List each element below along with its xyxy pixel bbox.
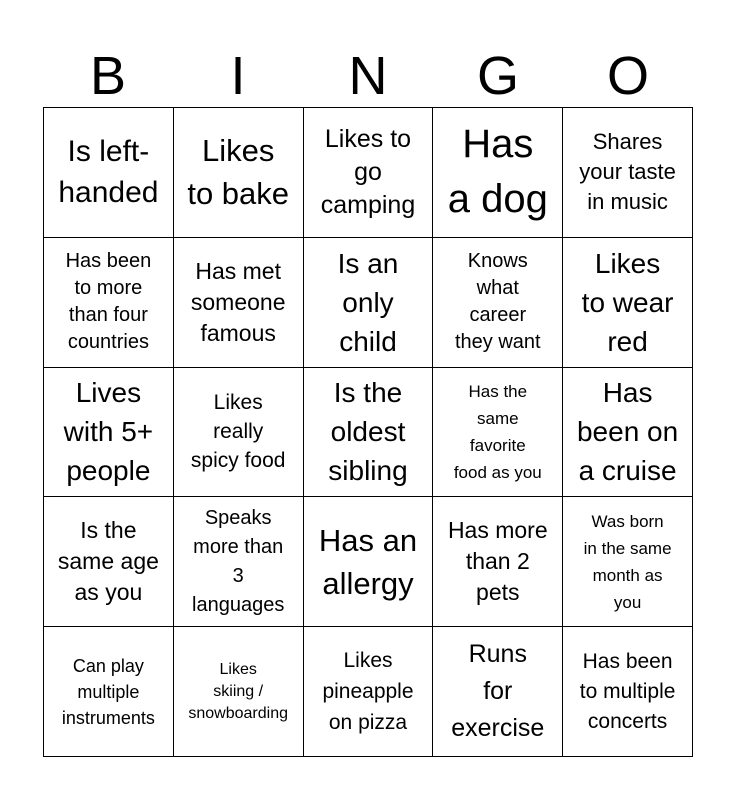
cell-text: Knows what career they want xyxy=(454,250,541,354)
bingo-cell[interactable] xyxy=(44,497,174,627)
bingo-cell[interactable] xyxy=(433,497,563,627)
cell-text: Likes to wear red xyxy=(581,247,674,357)
cell-text: Likes to go camping xyxy=(320,124,416,219)
header-letter-b: B xyxy=(89,46,127,106)
header-letter-i: I xyxy=(230,46,246,106)
bingo-cell[interactable] xyxy=(563,108,693,238)
bingo-cell[interactable] xyxy=(174,108,304,238)
cell-text: Has been on a cruise xyxy=(576,377,679,487)
bingo-cell[interactable] xyxy=(44,368,174,498)
bingo-cell[interactable] xyxy=(433,627,563,757)
cell-text: Has been to multiple concerts xyxy=(579,649,676,733)
bingo-cell[interactable] xyxy=(174,497,304,627)
bingo-cell[interactable] xyxy=(304,368,434,498)
cell-text: Has a dog xyxy=(447,122,548,222)
bingo-cell[interactable] xyxy=(44,627,174,757)
cell-text: Runs for exercise xyxy=(451,640,545,743)
cell-text: Likes really spicy food xyxy=(190,391,286,473)
bingo-cell[interactable] xyxy=(304,627,434,757)
cell-text: Speaks more than 3 languages xyxy=(192,506,285,616)
bingo-cell[interactable] xyxy=(174,368,304,498)
bingo-header xyxy=(43,44,693,108)
cell-text: Likes pineapple on pizza xyxy=(322,649,414,735)
bingo-cell[interactable] xyxy=(563,238,693,368)
cell-text: Has more than 2 pets xyxy=(447,517,548,606)
cell-text: Shares your taste in music xyxy=(579,129,676,215)
header-letter-g: G xyxy=(476,46,519,106)
cell-text: Can play multiple instruments xyxy=(61,655,155,728)
cell-text: Was born in the same month as you xyxy=(583,511,672,612)
bingo-cell[interactable] xyxy=(174,627,304,757)
bingo-cell[interactable] xyxy=(304,238,434,368)
bingo-cell[interactable] xyxy=(433,108,563,238)
cell-text: Likes skiing / snowboarding xyxy=(188,660,288,722)
cell-text: Has met someone famous xyxy=(190,257,286,346)
cell-text: Lives with 5+ people xyxy=(63,377,154,487)
cell-text: Is the oldest sibling xyxy=(328,377,408,487)
header-letter-n: N xyxy=(348,46,388,106)
bingo-cell[interactable] xyxy=(433,238,563,368)
bingo-cell[interactable] xyxy=(44,108,174,238)
cell-text: Has the same favorite food as you xyxy=(453,381,542,482)
bingo-cell[interactable] xyxy=(304,497,434,627)
cell-text: Is left- handed xyxy=(58,135,159,210)
bingo-cell[interactable] xyxy=(44,238,174,368)
cell-text: Is the same age as you xyxy=(57,517,159,606)
bingo-cell[interactable] xyxy=(174,238,304,368)
bingo-board xyxy=(43,107,693,757)
cell-text: Has an allergy xyxy=(318,522,418,601)
bingo-cell[interactable] xyxy=(433,368,563,498)
cell-text: Likes to bake xyxy=(187,133,290,212)
cell-text: Has been to more than four countries xyxy=(65,250,152,354)
bingo-cell[interactable] xyxy=(304,108,434,238)
cell-text: Is an only child xyxy=(337,247,399,357)
bingo-cell[interactable] xyxy=(563,627,693,757)
bingo-cell[interactable] xyxy=(563,368,693,498)
bingo-cell[interactable] xyxy=(563,497,693,627)
header-letter-o: O xyxy=(606,46,649,106)
